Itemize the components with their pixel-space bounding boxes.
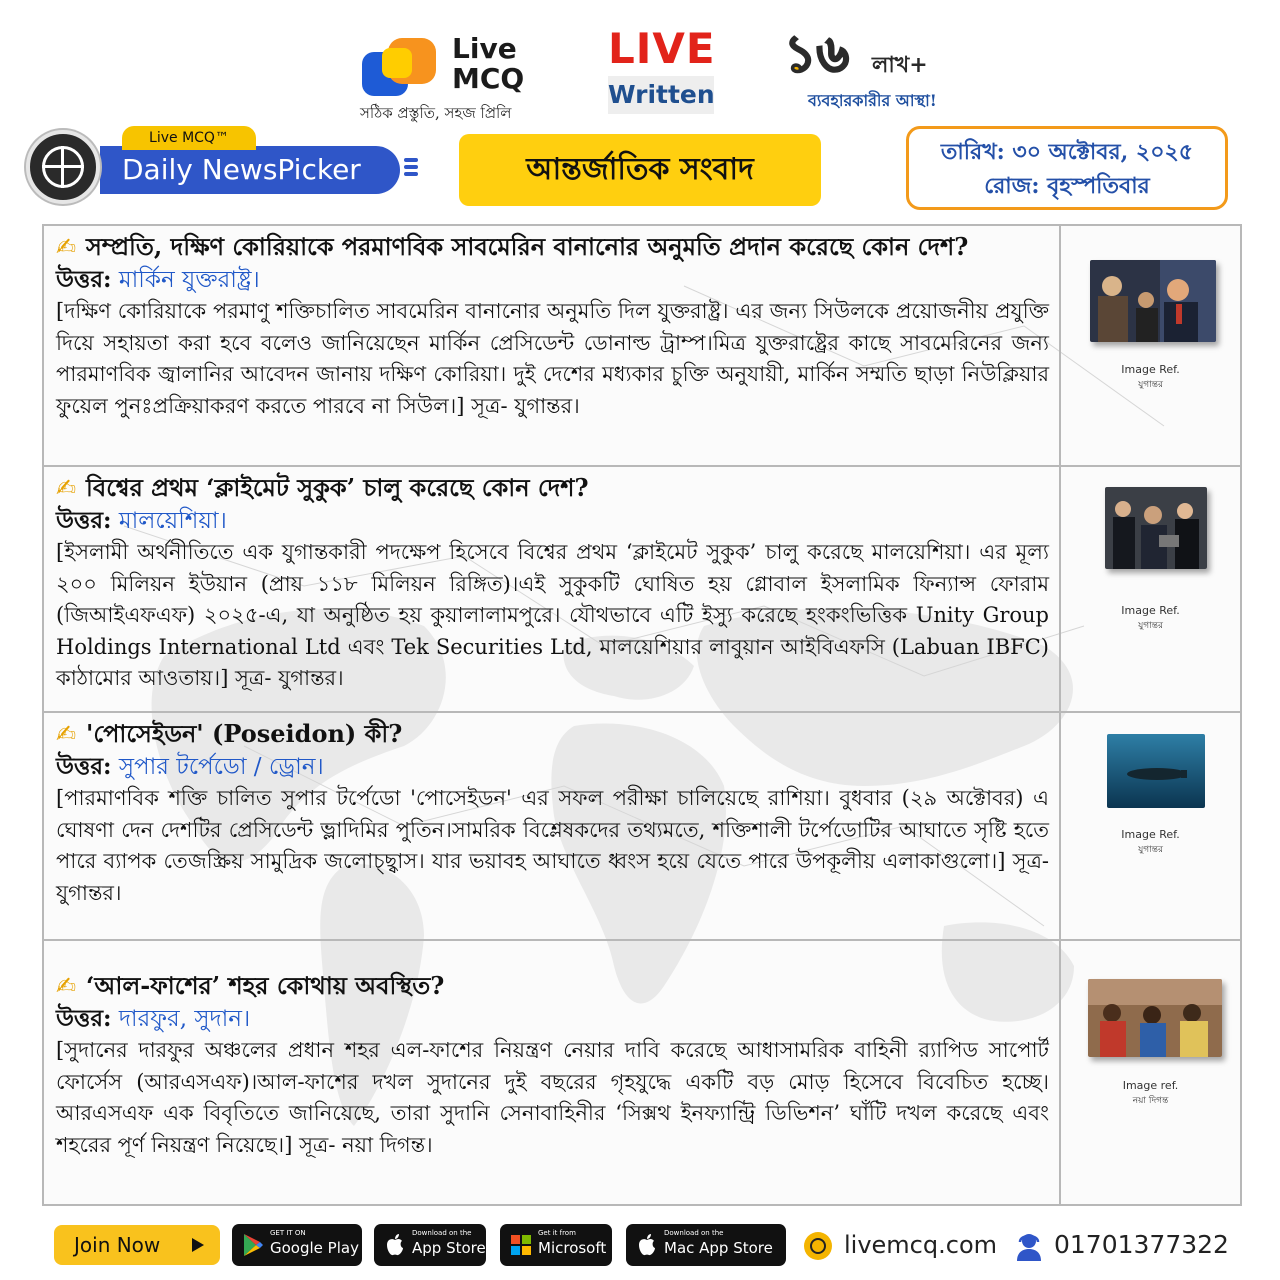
question: ✍ ‘আল-ফাশের’ শহর কোথায় অবস্থিত? bbox=[56, 969, 1049, 1003]
image-cell bbox=[1061, 226, 1240, 465]
app-store-button[interactable]: Download on the App Store bbox=[374, 1224, 486, 1266]
support-agent-icon bbox=[1014, 1230, 1044, 1262]
date-line: তারিখ: ৩০ অক্টোবর, ২০২৫ bbox=[940, 139, 1194, 165]
image-ref-label: Image Ref. bbox=[1121, 828, 1180, 841]
writing-hand-icon: ✍ bbox=[56, 474, 77, 502]
users-unit: লাখ+ bbox=[872, 52, 928, 78]
news-table bbox=[42, 224, 1242, 1206]
livemcq-logo-mark-icon bbox=[358, 36, 440, 96]
image-source: যুগান্তর bbox=[1138, 845, 1163, 855]
news-item bbox=[44, 941, 1240, 1206]
writing-hand-icon: ✍ bbox=[56, 720, 77, 748]
microsoft-icon bbox=[510, 1233, 532, 1257]
explanation: [পারমাণবিক শক্তি চালিত সুপার টর্পেডো 'পোসেইডন' এর সফল পরীক্ষা চালিয়েছে রাশিয়া। বুধবার (২৯ অক্টোবর) এ ঘোষণা দেন দেশটির প্রেসিডেন্ট ভ্লাদিমির পুতিন।সামরিক বিশ্লেষকদের তথ্যমতে, শক্তিশালী টর্পেডোটির আঘাতে সৃষ্টি হতে পারে ব্যাপক তেজস্ক্রিয় সামুদ্রিক জলোচ্ছ্বাস। যার ভয়াবহ আঘাতে ধ্বংস হয়ে যেতে পারে উপকূলীয় এলাকাগুলো।] সূত্র- যুগান্তর। bbox=[56, 786, 1049, 905]
newspicker-top-label: Live MCQ™ bbox=[122, 126, 256, 150]
livemcq-tagline: সঠিক প্রস্তুতি, সহজ প্রিলি bbox=[360, 104, 512, 122]
explanation: [ইসলামী অর্থনীতিতে এক যুগান্তকারী পদক্ষেপ হিসেবে বিশ্বের প্রথম ‘ক্লাইমেট সুকুক’ চালু করেছে মালয়েশিয়া। এর মূল্য ২০০ মিলিয়ন ইউয়ান (প্রায় ১১৮ মিলিয়ন রিঙ্গিত)।এই সুকুকটি ঘোষিত হয় গ্লোবাল ইসলামিক ফিন্যান্স ফোরাম (জিআইএফএফ) ২০২৫-এ, যা অনুষ্ঠিত হয় কুয়ালালামপুরে। যৌথভাবে এটি ইস্যু করেছে হংকংভিত্তিক Unity Group Holdings International Ltd এবং Tek Securities Ltd, মালয়েশিয়ার লাবুয়ান আইবিএফসি (Labuan IBFC) কাঠামোর আওতায়।] সূত্র- যুগান্তর। bbox=[56, 540, 1049, 691]
website-link[interactable]: livemcq.com bbox=[804, 1224, 1004, 1266]
livemcq-logo-name: Live MCQ bbox=[452, 32, 525, 95]
footer bbox=[0, 1216, 1280, 1276]
news-item-text bbox=[44, 467, 1061, 711]
livemcq-logo[interactable] bbox=[358, 30, 548, 122]
news-item bbox=[44, 713, 1240, 941]
users-count: ১৬ bbox=[784, 24, 849, 83]
news-item-text bbox=[44, 713, 1061, 939]
image-cell bbox=[1061, 713, 1240, 939]
join-now-button[interactable]: Join Now bbox=[54, 1225, 220, 1265]
answer: উত্তর: সুপার টর্পেডো / ড্রোন। bbox=[56, 753, 324, 780]
image-cell bbox=[1061, 941, 1240, 1206]
news-photo[interactable] bbox=[1105, 487, 1207, 569]
play-arrow-icon bbox=[192, 1238, 204, 1252]
image-ref-label: Image ref. bbox=[1122, 1079, 1179, 1092]
explanation: [সুদানের দারফুর অঞ্চলের প্রধান শহর এল-ফাশের নিয়ন্ত্রণ নেয়ার দাবি করেছে আধাসামরিক বাহিনী র‍্যাপিড সাপোর্ট ফোর্সেস (আরএসএফ)।আল-ফাশের দখল সুদানের দুই বছরের গৃহযুদ্ধে একটি বড় মোড় হিসেবে বিবেচিত হচ্ছে। আরএসএফ এক বিবৃতিতে জানিয়েছে, তারা সুদানি সেনাবাহিনীর ‘সিক্সথ ইনফ্যান্ট্রি ডিভিশন’ ঘাঁটি দখল করেছে এবং শহরের পূর্ণ নিয়ন্ত্রণ নিয়েছে।] সূত্র- নয়া দিগন্ত। bbox=[56, 1038, 1049, 1157]
news-photo[interactable] bbox=[1090, 260, 1216, 342]
question: ✍ সম্প্রতি, দক্ষিণ কোরিয়াকে পরমাণবিক সাবমেরিন বানানোর অনুমতি প্রদান করেছে কোন দেশ? bbox=[56, 230, 1049, 264]
news-item-text bbox=[44, 226, 1061, 465]
answer: উত্তর: মার্কিন যুক্তরাষ্ট্র। bbox=[56, 266, 260, 293]
date-box bbox=[906, 126, 1228, 210]
news-photo[interactable] bbox=[1088, 979, 1222, 1057]
users-subtitle: ব্যবহারকারীর আস্থা! bbox=[808, 91, 937, 110]
image-ref-label: Image Ref. bbox=[1121, 363, 1180, 376]
google-play-button[interactable]: GET IT ON Google Play bbox=[232, 1224, 362, 1266]
answer: উত্তর: মালয়েশিয়া। bbox=[56, 507, 227, 534]
microsoft-store-button[interactable]: Get it from Microsoft bbox=[500, 1224, 612, 1266]
live-word: LIVE bbox=[608, 24, 716, 73]
explanation: [দক্ষিণ কোরিয়াকে পরমাণু শক্তিচালিত সাবমেরিন বানানোর অনুমতি দিল যুক্তরাষ্ট্র। এর জন্য সিউলকে প্রয়োজনীয় প্রযুক্তি দিয়ে সহায়তা করা হবে বলেও জানিয়েছেন মার্কিন প্রেসিডেন্ট ডোনাল্ড ট্রাম্প।মিত্র যুক্তরাষ্ট্রের কাছে সাবমেরিনের জন্য পারমাণবিক জ্বালানির আবেদন জানায় দক্ষিণ কোরিয়া। দুই দেশের মধ্যকার চুক্তি অনুযায়ী, মার্কিন সম্মতি ছাড়া নিউক্লিয়ার ফুয়েল পুনঃপ্রক্রিয়াকরণ করতে পারবে না সিউল।] সূত্র- যুগান্তর। bbox=[56, 299, 1049, 418]
users-badge bbox=[780, 26, 970, 118]
globe-icon bbox=[804, 1232, 832, 1260]
image-source: যুগান্তর bbox=[1138, 380, 1163, 390]
apple-icon bbox=[384, 1233, 406, 1257]
writing-hand-icon: ✍ bbox=[56, 233, 77, 261]
newspicker-title: Daily NewsPicker bbox=[100, 146, 400, 194]
day-line: রোজ: বৃহস্পতিবার bbox=[984, 173, 1150, 199]
news-photo[interactable] bbox=[1107, 734, 1205, 808]
phone-contact[interactable]: 01701377322 bbox=[1014, 1224, 1234, 1266]
answer: উত্তর: দারফুর, সুদান। bbox=[56, 1005, 251, 1032]
apple-icon bbox=[636, 1233, 658, 1257]
news-item-text bbox=[44, 941, 1061, 1206]
brand-row bbox=[0, 22, 1280, 122]
image-source: যুগান্তর bbox=[1138, 621, 1163, 631]
news-item bbox=[44, 467, 1240, 713]
image-ref-label: Image Ref. bbox=[1121, 604, 1180, 617]
news-item bbox=[44, 226, 1240, 467]
category-title: আন্তর্জাতিক সংবাদ bbox=[459, 134, 821, 206]
question: ✍ 'পোসেইডন' (Poseidon) কী? bbox=[56, 717, 1049, 751]
image-source: নয়া দিগন্ত bbox=[1132, 1096, 1169, 1106]
google-play-icon bbox=[242, 1233, 264, 1257]
daily-newspicker-badge bbox=[26, 126, 406, 206]
news-globe-icon bbox=[26, 130, 100, 204]
live-written-logo[interactable] bbox=[608, 26, 714, 118]
question: ✍ বিশ্বের প্রথম ‘ক্লাইমেট সুকুক’ চালু করেছে কোন দেশ? bbox=[56, 471, 1049, 505]
writing-hand-icon: ✍ bbox=[56, 972, 77, 1000]
written-word: Written bbox=[608, 76, 714, 114]
mac-app-store-button[interactable]: Download on the Mac App Store bbox=[626, 1224, 786, 1266]
image-cell bbox=[1061, 467, 1240, 711]
speed-lines-icon bbox=[404, 158, 418, 182]
